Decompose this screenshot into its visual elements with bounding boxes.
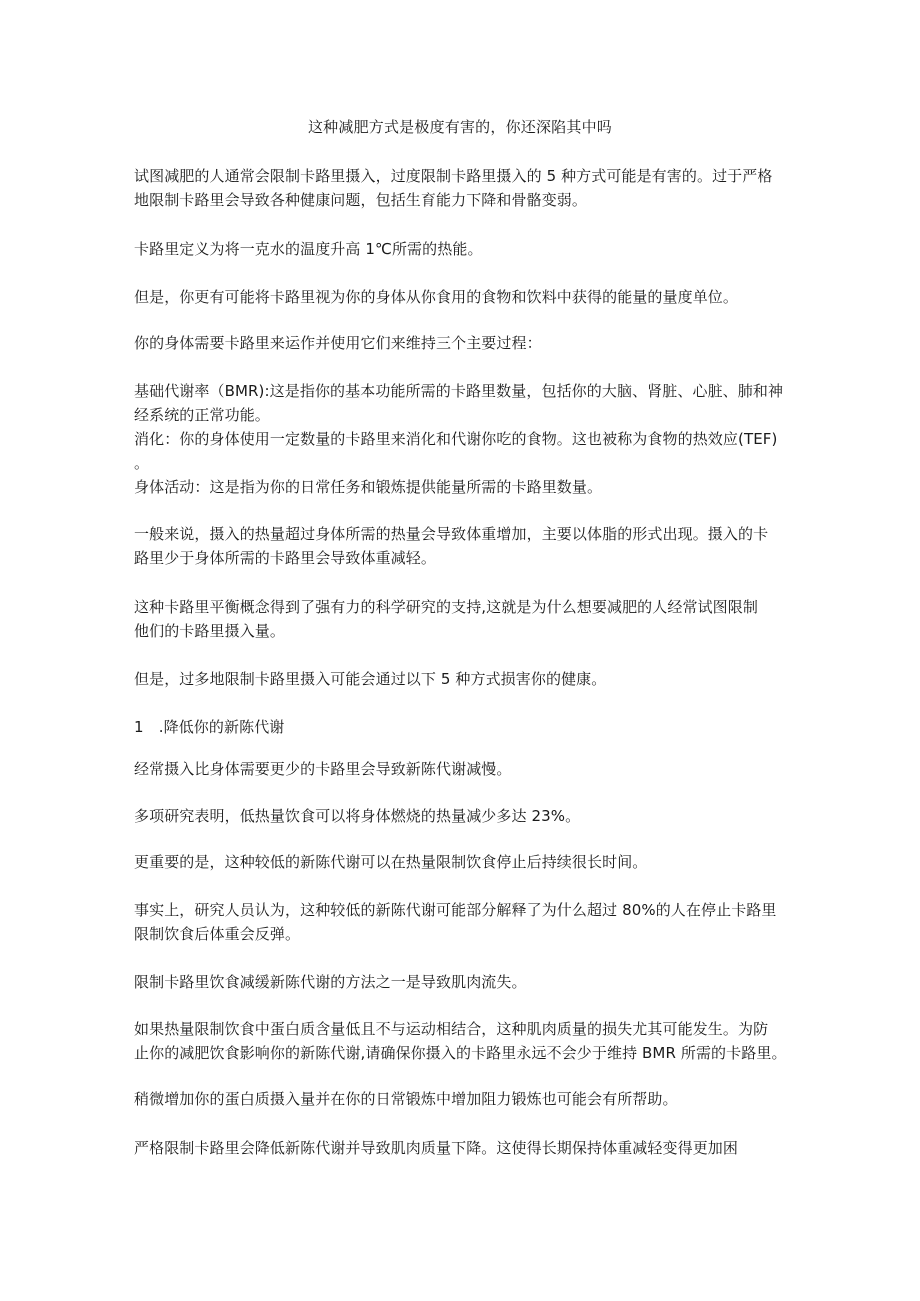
list-item-digestion: 消化：你的身体使用一定数量的卡路里来消化和代谢你吃的食物。这也被称为食物的热效应(TEF) — [134, 430, 778, 448]
section-heading-metabolism: 1 .降低你的新陈代谢 — [134, 718, 285, 736]
paragraph-calorie-unit: 但是，你更有可能将卡路里视为你的身体从你食用的食物和饮料中获得的能量的量度单位。 — [134, 288, 739, 306]
paragraph-studies: 多项研究表明，低热量饮食可以将身体燃烧的热量减少多达 23%。 — [134, 807, 581, 825]
paragraph-protein-exercise: 如果热量限制饮食中蛋白质含量低且不与运动相结合，这种肌肉质量的损失尤其可能发生。为防 止你的减肥饮食影响你的新陈代谢,请确保你摄入的卡路里永远不会少于维持 BMR 所需的卡路里。 — [134, 1020, 787, 1062]
document-title: 这种减肥方式是极度有害的，你还深陷其中吗 — [307, 118, 612, 136]
list-item-activity: 身体活动：这是指为你的日常任务和锻炼提供能量所需的卡路里数量。 — [134, 478, 603, 496]
paragraph-long-term: 更重要的是，这种较低的新陈代谢可以在热量限制饮食停止后持续很长时间。 — [134, 853, 648, 871]
paragraph-intro: 试图减肥的人通常会限制卡路里摄入，过度限制卡路里摄入的 5 种方式可能是有害的。过于严格 地限制卡路里会导致各种健康问题，包括生育能力下降和骨骼变弱。 — [134, 167, 773, 209]
paragraph-metabolism-slowdown: 经常摄入比身体需要更少的卡路里会导致新陈代谢减慢。 — [134, 760, 512, 778]
paragraph-muscle-loss: 限制卡路里饮食减缓新陈代谢的方法之一是导致肌肉流失。 — [134, 973, 527, 991]
paragraph-research-support: 这种卡路里平衡概念得到了强有力的科学研究的支持,这就是为什么想要减肥的人经常试图限制 他们的卡路里摄入量。 — [134, 598, 758, 640]
paragraph-five-ways: 但是，过多地限制卡路里摄入可能会通过以下 5 种方式损害你的健康。 — [134, 670, 607, 688]
list-item-bmr: 基础代谢率（BMR):这是指你的基本功能所需的卡路里数量，包括你的大脑、肾脏、心脏、肺和神 — [134, 382, 784, 400]
paragraph-three-processes: 你的身体需要卡路里来运作并使用它们来维持三个主要过程： — [134, 334, 542, 352]
paragraph-resistance-training: 稍微增加你的蛋白质摄入量并在你的日常锻炼中增加阻力锻炼也可能会有所帮助。 — [134, 1090, 678, 1108]
paragraph-weight-regain: 事实上，研究人员认为，这种较低的新陈代谢可能部分解释了为什么超过 80%的人在停止卡路里 限制饮食后体重会反弹。 — [134, 901, 777, 943]
paragraph-process-list: 基础代谢率（BMR):这是指你的基本功能所需的卡路里数量，包括你的大脑、肾脏、心脏、肺和神 经系统的正常功能。 消化：你的身体使用一定数量的卡路里来消化和代谢你吃的食物。这也被称为食物的热效应(TEF) 。 身体活动：这是指为你的日常任务和锻炼提供能量所需的卡路里数量。 — [134, 379, 794, 499]
paragraph-calorie-definition: 卡路里定义为将一克水的温度升高 1℃所需的热能。 — [134, 240, 483, 258]
paragraph-strict-restriction: 严格限制卡路里会降低新陈代谢并导致肌肉质量下降。这使得长期保持体重减轻变得更加困 — [134, 1139, 739, 1157]
paragraph-calorie-balance: 一般来说，摄入的热量超过身体所需的热量会导致体重增加，主要以体脂的形式出现。摄入的卡 路里少于身体所需的卡路里会导致体重减轻。 — [134, 525, 769, 567]
